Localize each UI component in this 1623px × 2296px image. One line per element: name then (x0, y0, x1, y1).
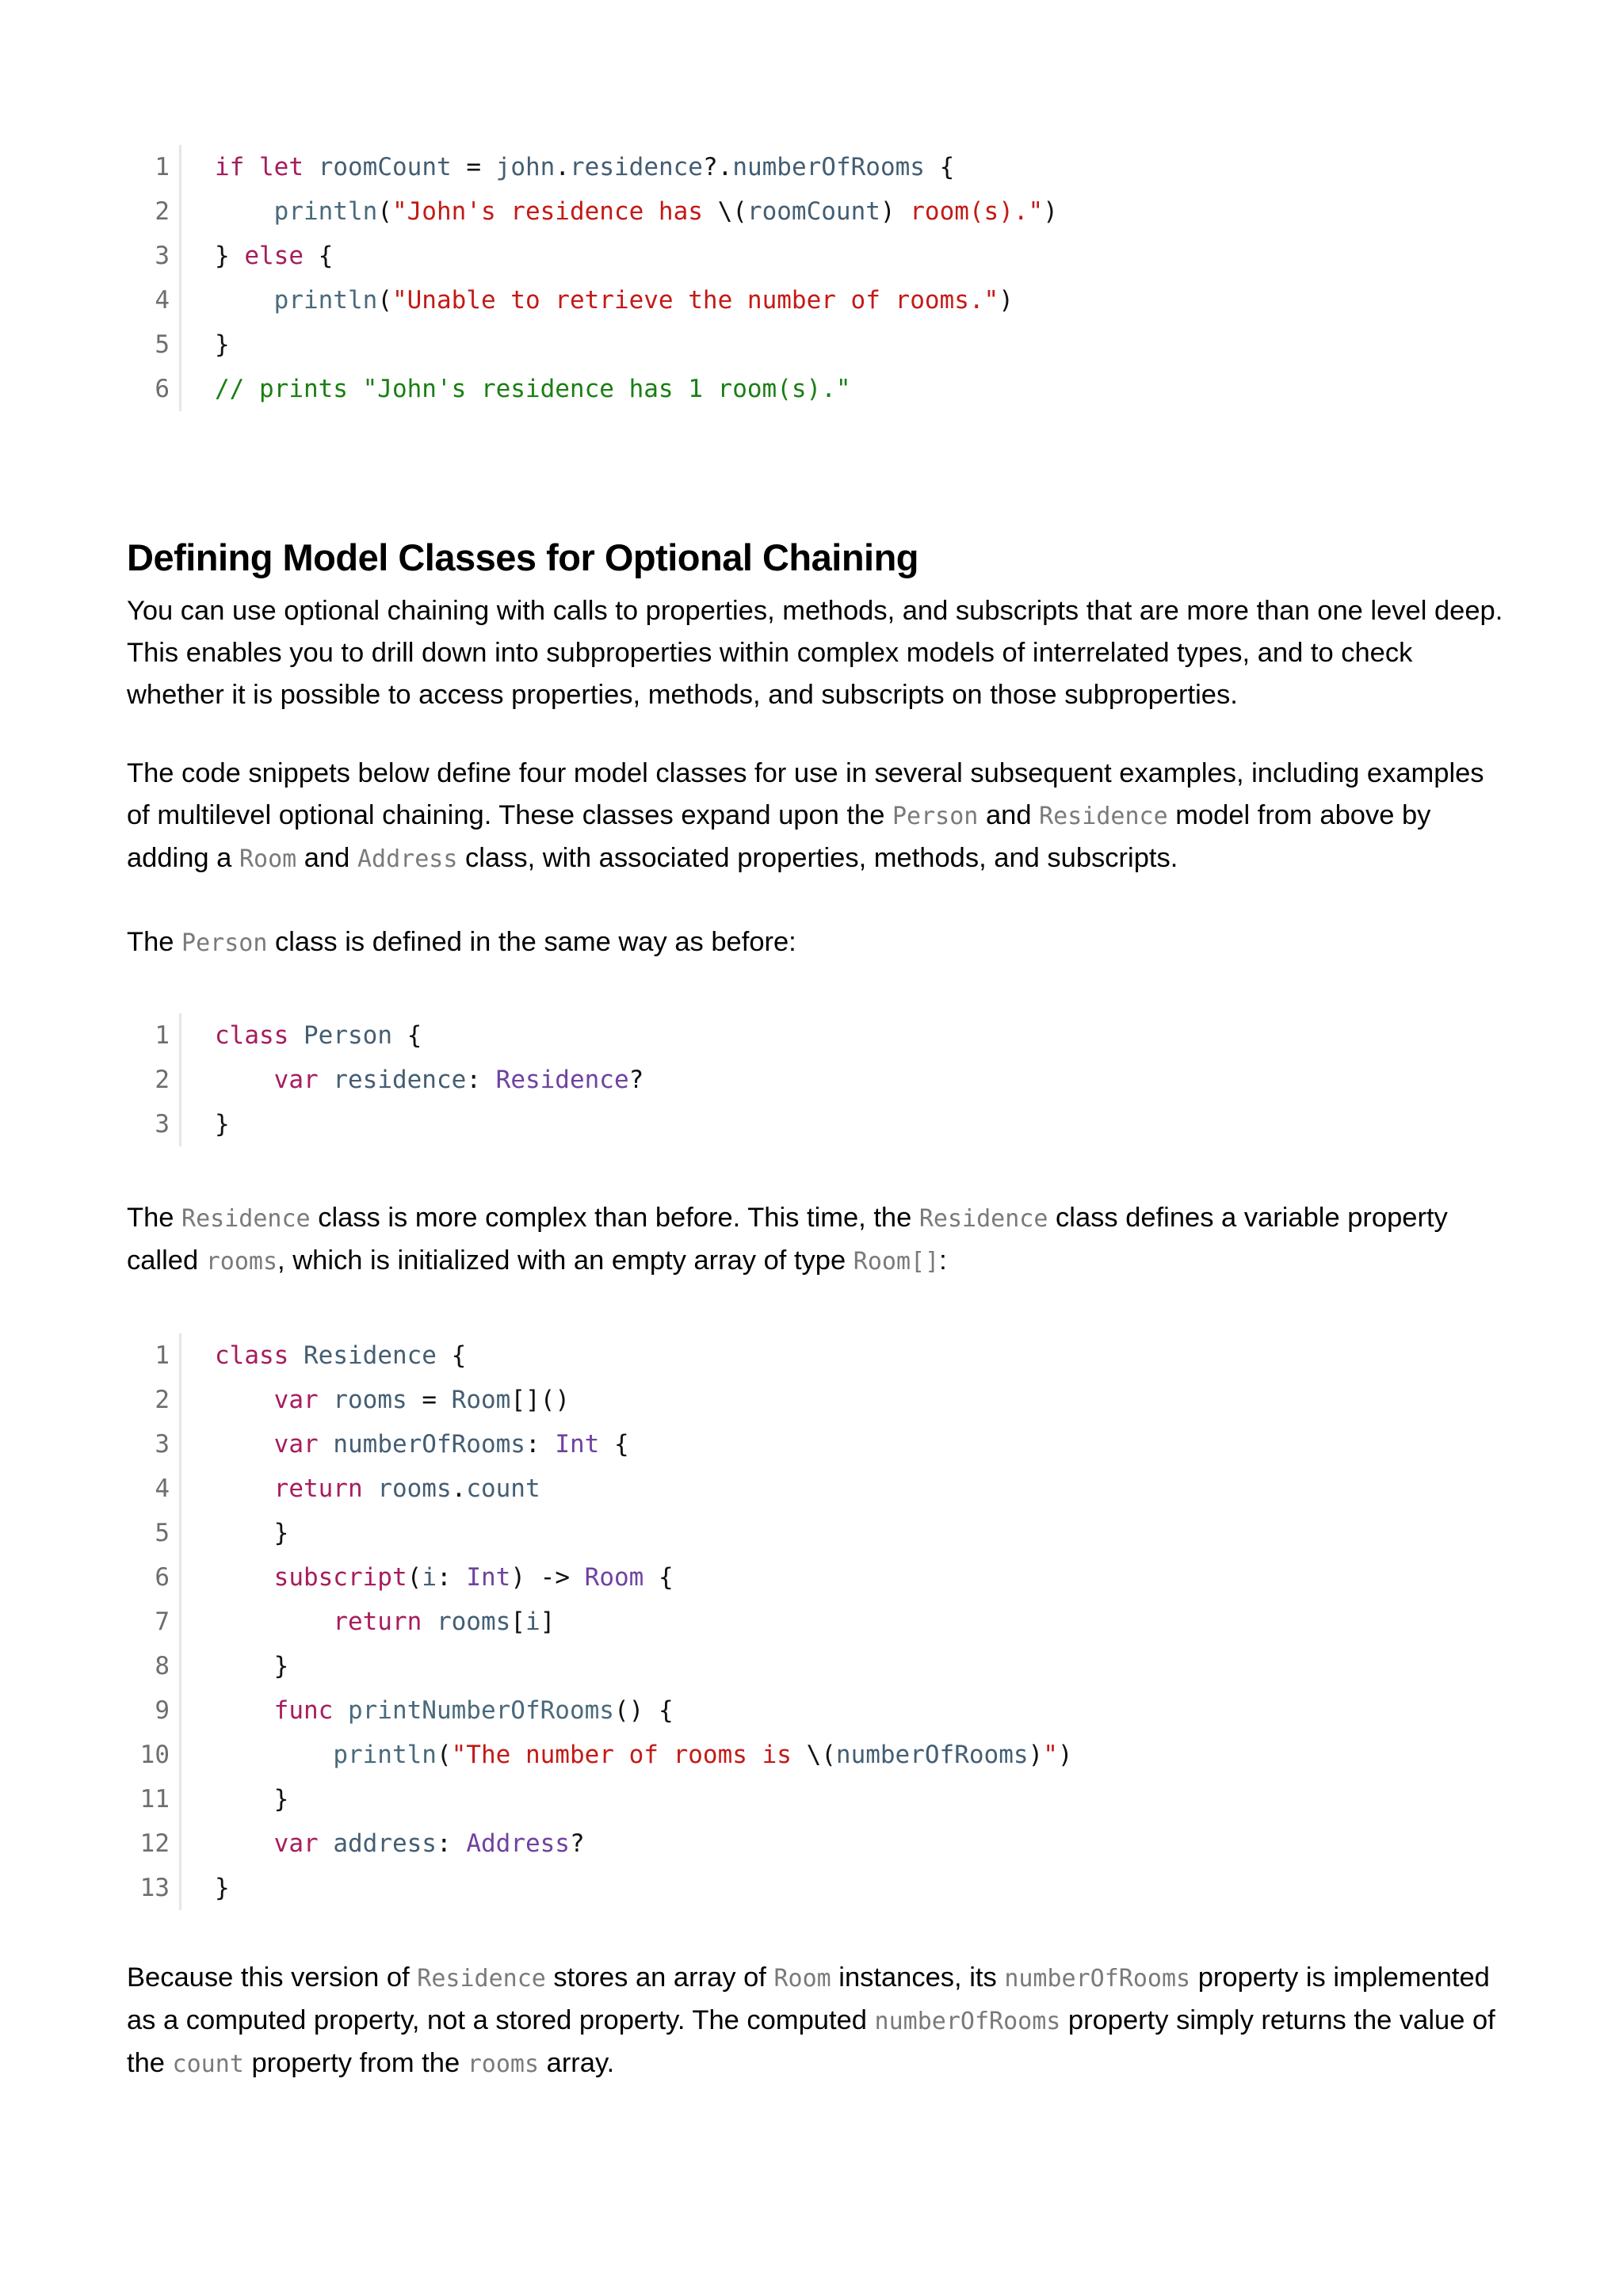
code-block-residence-class (139, 1333, 1073, 1910)
paragraph: Because this version of Residence stores an array of Room instances, its numberOfRooms property is implemented as a computed property, not a stored property. The computed numberOfRooms property simply returns the value of the count property from the rooms array. (127, 1962, 1495, 2078)
code-token: \( (717, 197, 747, 226)
inline-code: Residence (918, 1205, 1048, 1233)
code-token: . (555, 153, 570, 181)
inline-code: Room (239, 845, 297, 873)
code-line: 10 println("The number of rooms is \(numberOfRooms)") (139, 1733, 1073, 1777)
code-line (139, 278, 1058, 322)
code-line (139, 322, 1058, 367)
line-number: 8 (139, 1644, 181, 1688)
code-block-optional-binding (139, 145, 1058, 411)
code-token: john (495, 153, 556, 181)
inline-code: Residence (417, 1965, 546, 1993)
paragraph: You can use optional chaining with calls to properties, methods, and subscripts that are more than one level deep. This enables you to drill down into subproperties within complex models of interrelated types, and to check whether it is possible to access properties, methods, and subscripts on those subproperties. (127, 596, 1503, 710)
code-token: ) (999, 286, 1014, 315)
code-token: numberOfRooms (732, 153, 925, 181)
line-number: 3 (139, 1102, 181, 1146)
line-number: 6 (139, 367, 181, 411)
code-token: ) (880, 197, 896, 226)
code-token: roomCount (747, 197, 880, 226)
inline-code: rooms (467, 2050, 540, 2078)
line-number: 4 (139, 278, 181, 322)
code-token: else (244, 242, 304, 270)
code-token: room(s)." (895, 197, 1044, 226)
code-token: { (318, 242, 334, 270)
code-token: residence (570, 153, 703, 181)
code-line (139, 367, 1058, 411)
inline-code: Residence (181, 1205, 311, 1233)
code-line: 9 func printNumberOfRooms() { (139, 1688, 1073, 1733)
inline-code: Room[] (853, 1248, 940, 1276)
line-number: 5 (139, 1511, 181, 1555)
code-line: 5 } (139, 1511, 1073, 1555)
line-number: 2 (139, 1378, 181, 1422)
line-number: 3 (139, 1422, 181, 1466)
code-block-person-class (139, 1013, 643, 1146)
code-line: 12 var address: Address? (139, 1821, 1073, 1866)
code-line: 1 class Residence { (139, 1333, 1073, 1378)
inline-code: Address (357, 845, 458, 873)
inline-code: Residence (1039, 803, 1168, 830)
code-line: 4 return rooms.count (139, 1466, 1073, 1511)
code-token: { (939, 153, 955, 181)
code-line: 8 } (139, 1644, 1073, 1688)
paragraph: The code snippets below define four model classes for use in several subsequent examples, including examples of multilevel optional chaining. These classes expand upon the Person and Residence model from above by adding a Room and Address class, with associated properties, methods, and subscripts. (127, 758, 1484, 873)
code-line: 13 } (139, 1866, 1073, 1910)
code-token: let (259, 153, 304, 181)
line-number: 10 (139, 1733, 181, 1777)
inline-code: count (172, 2050, 244, 2078)
code-token: ) (1043, 197, 1058, 226)
code-line: 3 var numberOfRooms: Int { (139, 1422, 1073, 1466)
code-line: 2 var residence: Residence? (139, 1058, 643, 1102)
code-token: ( (377, 286, 392, 315)
code-line (139, 189, 1058, 234)
paragraph: The Residence class is more complex than before. This time, the Residence class defines a variable property called rooms, which is initialized with an empty array of type Room[]: (127, 1203, 1448, 1276)
code-token: ?. (702, 153, 733, 181)
code-comment: // prints "John's residence has 1 room(s)." (215, 375, 851, 403)
code-line (139, 145, 1058, 189)
code-token: ( (377, 197, 392, 226)
code-token: if (215, 153, 245, 181)
inline-code: numberOfRooms (1004, 1965, 1191, 1993)
code-token: } (215, 242, 230, 270)
code-token: roomCount (318, 153, 452, 181)
line-number: 1 (139, 1333, 181, 1378)
inline-code: rooms (205, 1248, 278, 1276)
line-number: 3 (139, 234, 181, 278)
line-number: 2 (139, 1058, 181, 1102)
inline-code: numberOfRooms (874, 2008, 1061, 2035)
code-line: 2 var rooms = Room[]() (139, 1378, 1073, 1422)
line-number: 4 (139, 1466, 181, 1511)
line-number: 11 (139, 1777, 181, 1821)
inline-code: Room (773, 1965, 831, 1993)
line-number: 1 (139, 1013, 181, 1058)
code-token: println (273, 286, 378, 315)
inline-code: Person (892, 803, 979, 830)
line-number: 9 (139, 1688, 181, 1733)
code-line: 11 } (139, 1777, 1073, 1821)
line-number: 13 (139, 1866, 181, 1910)
line-number: 6 (139, 1555, 181, 1600)
paragraph: The Person class is defined in the same way as before: (127, 927, 796, 957)
line-number: 2 (139, 189, 181, 234)
code-token: println (273, 197, 378, 226)
code-token: "John's residence has (391, 197, 718, 226)
line-number: 5 (139, 322, 181, 367)
code-token: "Unable to retrieve the number of rooms." (391, 286, 999, 315)
code-line: 7 return rooms[i] (139, 1600, 1073, 1644)
code-line (139, 234, 1058, 278)
code-token: } (215, 330, 230, 359)
line-number: 12 (139, 1821, 181, 1866)
line-number: 7 (139, 1600, 181, 1644)
code-line: 1 class Person { (139, 1013, 643, 1058)
inline-code: Person (181, 929, 268, 957)
code-line: 3 } (139, 1102, 643, 1146)
code-line: 6 subscript(i: Int) -> Room { (139, 1555, 1073, 1600)
section-heading: Defining Model Classes for Optional Chaining (127, 536, 919, 578)
code-token: = (466, 153, 481, 181)
line-number: 1 (139, 145, 181, 189)
